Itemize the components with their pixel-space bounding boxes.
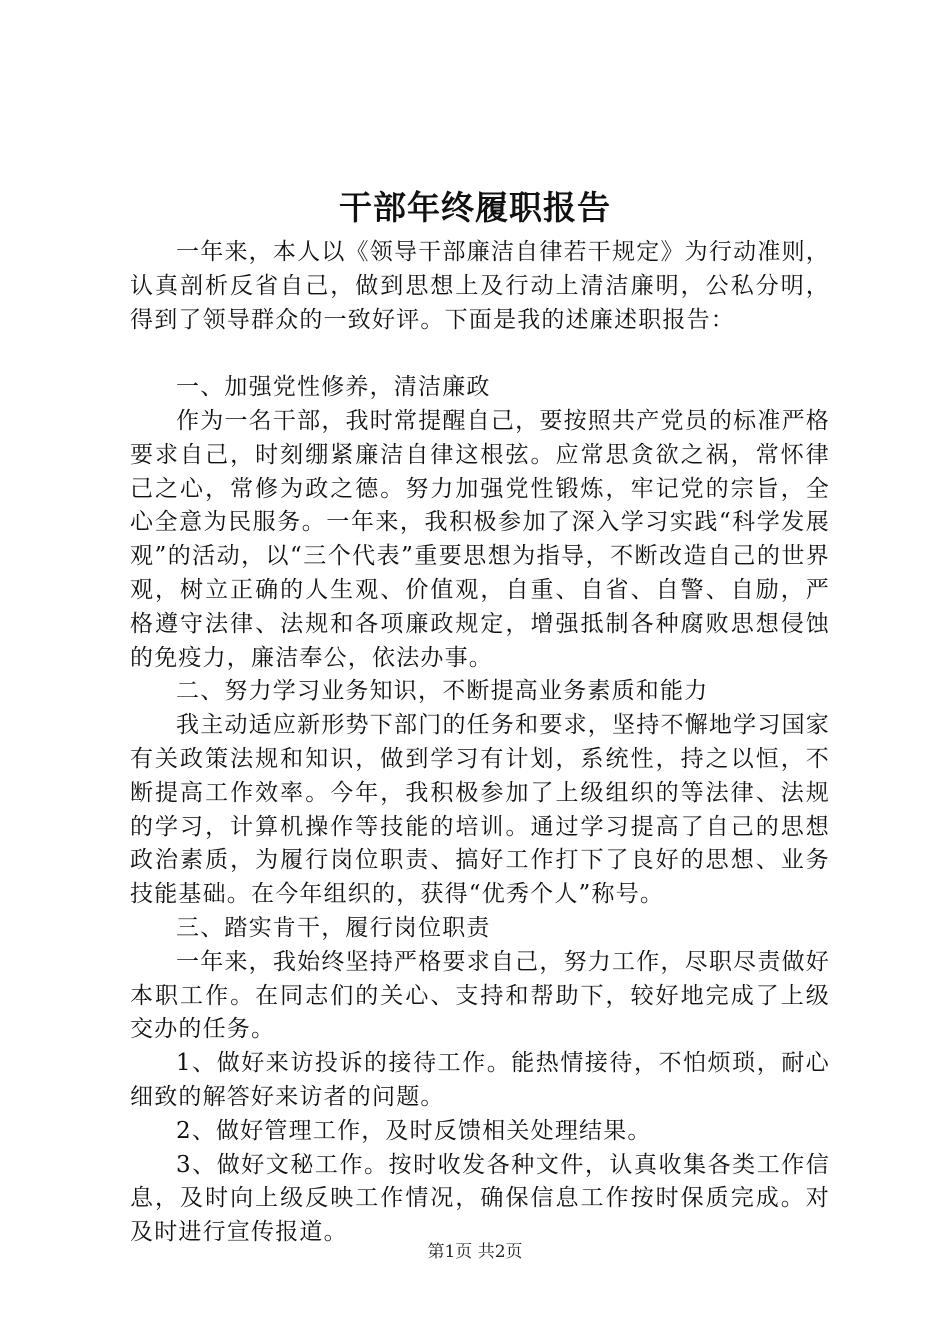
section-heading-1: 一、加强党性修养，清洁廉政: [176, 374, 491, 401]
list-item-3: 3、做好文秘工作。按时收发各种文件，认真收集各类工作信息，及时向上级反映工作情况，确保信息工作按时保质完成。对及时进行宣传报道。: [130, 1151, 830, 1246]
section-3-paragraph: 一年来，我始终坚持严格要求自己，努力工作，尽职尽责做好本职工作。在同志们的关心、支持和帮助下，较好地完成了上级交办的任务。: [130, 948, 830, 1043]
section-heading-3: 三、踏实肯干，履行岗位职责: [176, 914, 491, 941]
section-2-paragraph: 我主动适应新形势下部门的任务和要求，坚持不懈地学习国家有关政策法规和知识，做到学习有计划，系统性，持之以恒，不断提高工作效率。今年，我积极参加了上级组织的等法律、法规的学习，计算机操作等技能的培训。通过学习提高了自己的思想政治素质，为履行岗位职责、搞好工作打下了良好的思想、业务技能基础。在今年组织的，获得“优秀个人”称号。: [130, 712, 830, 908]
paragraph-spacer: [130, 337, 830, 371]
document-body: [130, 236, 830, 1250]
page-number-label: 第1页 共2页: [427, 1242, 523, 1262]
section-heading-2: 二、努力学习业务知识，不断提高业务素质和能力: [176, 678, 709, 705]
intro-paragraph: 一年来，本人以《领导干部廉洁自律若干规定》为行动准则，认真剖析反省自己，做到思想上及行动上清洁廉明，公私分明，得到了领导群众的一致好评。下面是我的述廉述职报告：: [130, 239, 830, 333]
section-1-paragraph: 作为一名干部，我时常提醒自己，要按照共产党员的标准严格要求自己，时刻绷紧廉洁自律这根弦。应常思贪欲之祸，常怀律己之心，常修为政之德。努力加强党性锻炼，牢记党的宗旨，全心全意为民服务。一年来，我积极参加了深入学习实践“科学发展观”的活动，以“三个代表”重要思想为指导，不断改造自己的世界观，树立正确的人生观、价值观，自重、自省、自警、自励，严格遵守法律、法规和各项廉政规定，增强抵制各种腐败思想侵蚀的免疫力，廉洁奉公，依法办事。: [130, 407, 830, 671]
list-item-2: 2、做好管理工作，及时反馈相关处理结果。: [176, 1117, 652, 1144]
list-item-1: 1、做好来访投诉的接待工作。能热情接待，不怕烦琐，耐心细致的解答好来访者的问题。: [130, 1050, 830, 1110]
page-footer: [0, 1240, 950, 1264]
document-title: 干部年终履职报告: [339, 188, 611, 227]
